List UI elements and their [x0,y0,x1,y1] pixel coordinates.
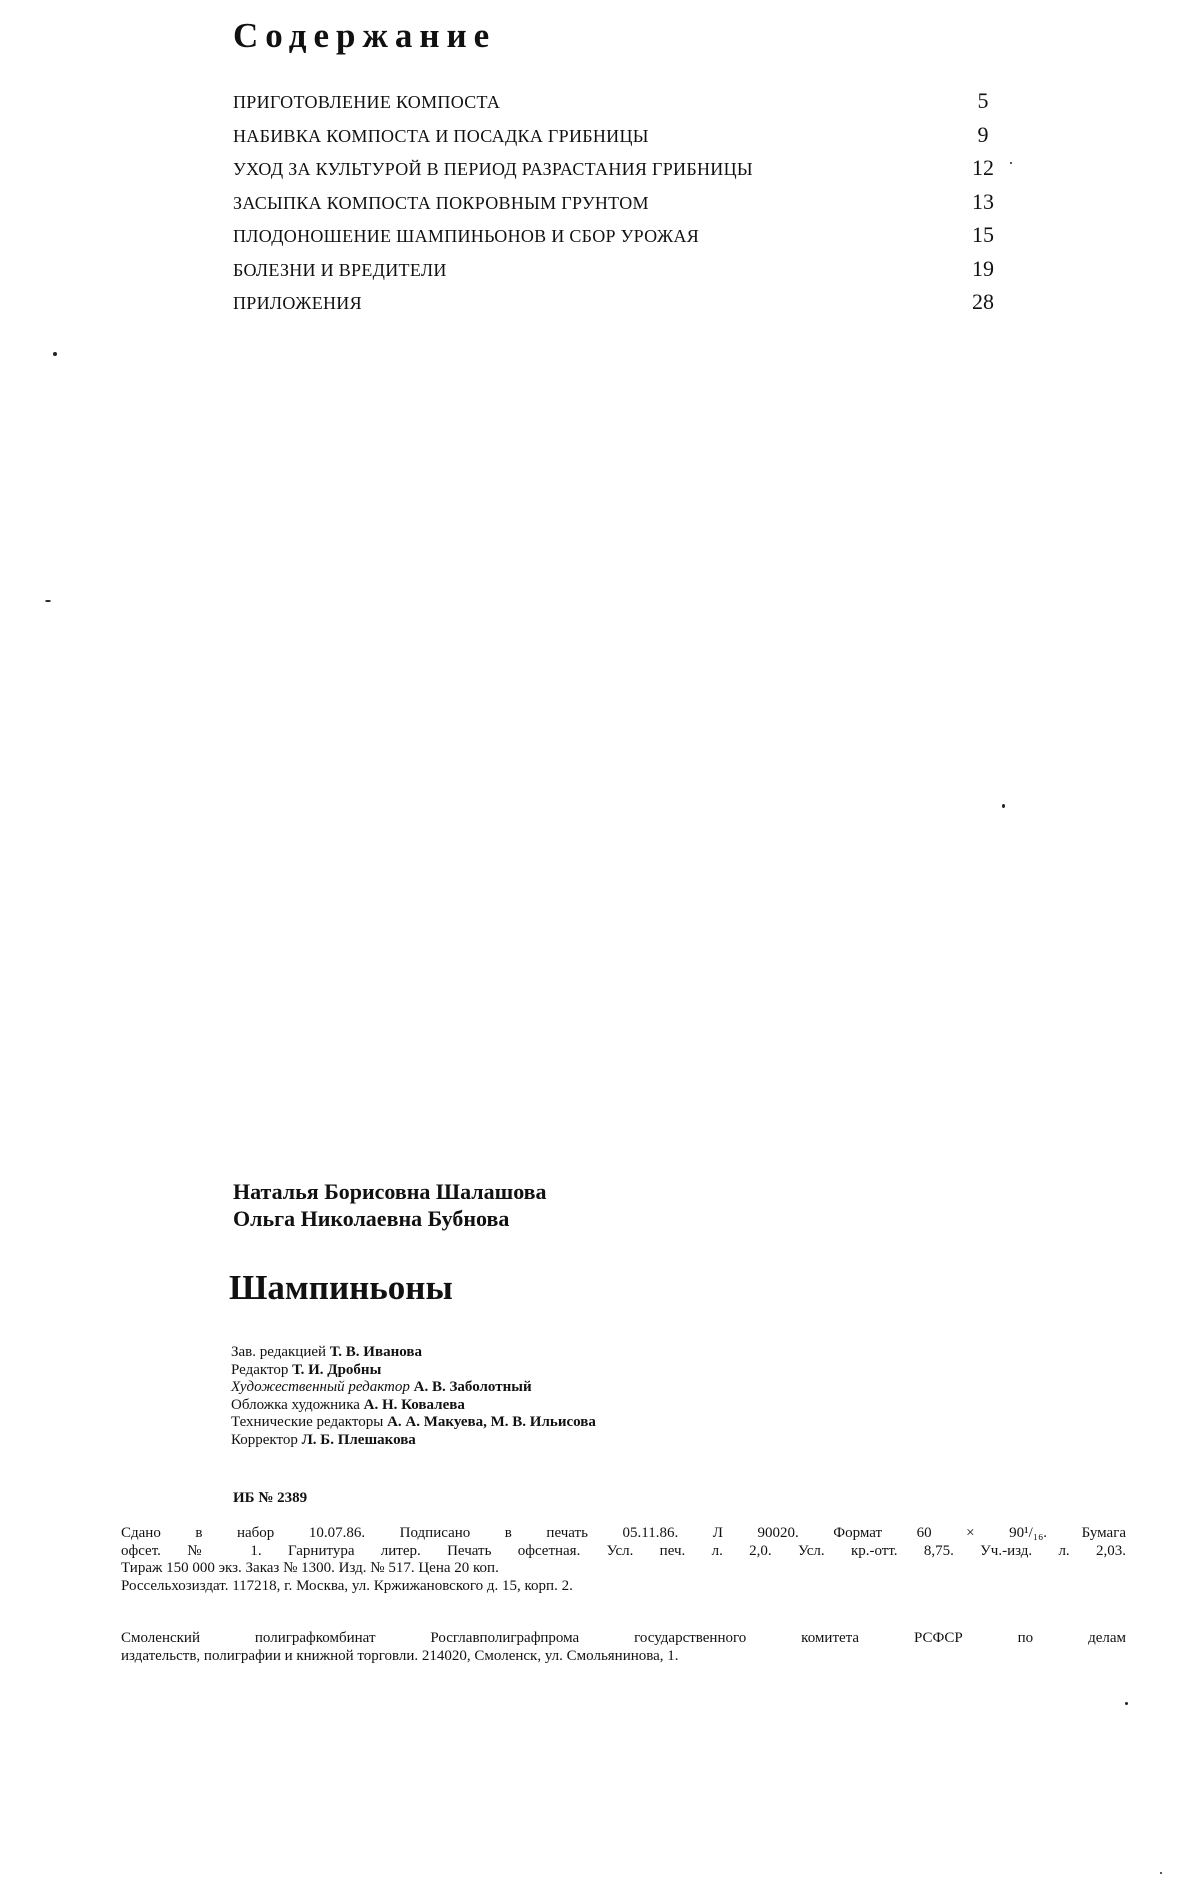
toc-entry[interactable] [233,155,1003,193]
imprint-line: офсет. № 1. Гарнитура литер. Печать офсетная. Усл. печ. л. 2,0. Усл. кр.-отт. 8,75. Уч.-изд. л. 2,03. [121,1542,1126,1559]
staff-role: Редактор [231,1361,289,1378]
staff-name: Л. Б. Плешакова [301,1431,416,1448]
authors [233,1178,547,1232]
scan-speck [45,600,51,602]
staff-line [231,1344,596,1362]
staff-name: А. А. Макуева, М. В. Ильисова [387,1414,596,1430]
imprint-line: Сдано в набор 10.07.86. Подписано в печать 05.11.86. Л 90020. Формат 60 × 90¹/₁₆. Бумага [121,1525,1126,1541]
toc-entry-page: 9 [977,121,989,147]
scan-speck [1160,1872,1162,1874]
staff-line [231,1397,596,1415]
toc-entry-label: ПРИГОТОВЛЕНИЕ КОМПОСТА [233,92,501,112]
toc-entry[interactable] [233,121,1003,160]
ib-number: ИБ № 2389 [233,1490,308,1506]
book-title: Шампиньоны [229,1268,453,1307]
toc-entry-label: БОЛЕЗНИ И ВРЕДИТЕЛИ [233,259,447,280]
table-of-contents [233,88,1003,327]
staff-name: А. Н. Ковалева [363,1396,465,1413]
toc-entry-page: 13 [972,188,994,214]
staff-role: Художественный редактор [231,1379,410,1395]
toc-entry[interactable] [233,255,1003,294]
toc-entry[interactable] [233,88,1003,126]
toc-entry-page: 5 [977,88,989,113]
toc-entry-label: НАБИВКА КОМПОСТА И ПОСАДКА ГРИБНИЦЫ [233,125,649,146]
staff-role: Обложка художника [231,1396,360,1413]
author-name: Ольга Николаевна Бубнова [233,1206,510,1231]
staff-line [231,1414,596,1432]
printer-line: Смоленский полиграфкомбинат Росглавполиграфпрома государственного комитета РСФСР по делам [121,1630,1126,1646]
toc-entry[interactable] [233,289,1003,327]
toc-title: Содержание [233,16,497,55]
printer-line: издательств, полиграфии и книжной торговли. 214020, Смоленск, ул. Смольянинова, 1. [121,1647,679,1664]
staff-role: Технические редакторы [231,1414,384,1430]
staff-name: А. В. Заболотный [413,1379,532,1395]
scan-speck [53,352,57,356]
imprint-line: Тираж 150 000 экз. Заказ № 1300. Изд. № 517. Цена 20 коп. [121,1560,499,1576]
scan-speck [1002,804,1005,808]
staff-name: Т. И. Дробны [292,1361,382,1378]
scan-speck [1010,162,1012,164]
printer-info [121,1630,1126,1665]
toc-entry-label: ЗАСЫПКА КОМПОСТА ПОКРОВНЫМ ГРУНТОМ [233,192,649,213]
staff-line [231,1432,596,1450]
staff-line [231,1362,596,1380]
imprint-block [121,1525,1126,1595]
toc-entry-page: 15 [972,222,994,247]
toc-entry-page: 12 [972,155,994,180]
toc-entry-label: ПРИЛОЖЕНИЯ [233,293,362,313]
editorial-staff [231,1344,596,1449]
toc-entry-label: ПЛОДОНОШЕНИЕ ШАМПИНЬОНОВ И СБОР УРОЖАЯ [233,226,700,246]
staff-role: Корректор [231,1431,298,1448]
toc-entry[interactable] [233,222,1003,260]
toc-entry-page: 28 [972,289,994,314]
toc-entry[interactable] [233,188,1003,227]
staff-name: Т. В. Иванова [329,1344,422,1360]
scan-speck [1125,1702,1128,1705]
staff-role: Зав. редакцией [231,1344,327,1360]
toc-entry-page: 19 [972,255,994,281]
imprint-line: Россельхозиздат. 117218, г. Москва, ул. Кржижановского д. 15, корп. 2. [121,1577,573,1594]
author-name: Наталья Борисовна Шалашова [233,1179,547,1204]
staff-line [231,1379,596,1397]
toc-entry-label: УХОД ЗА КУЛЬТУРОЙ В ПЕРИОД РАЗРАСТАНИЯ ГРИБНИЦЫ [233,159,753,179]
